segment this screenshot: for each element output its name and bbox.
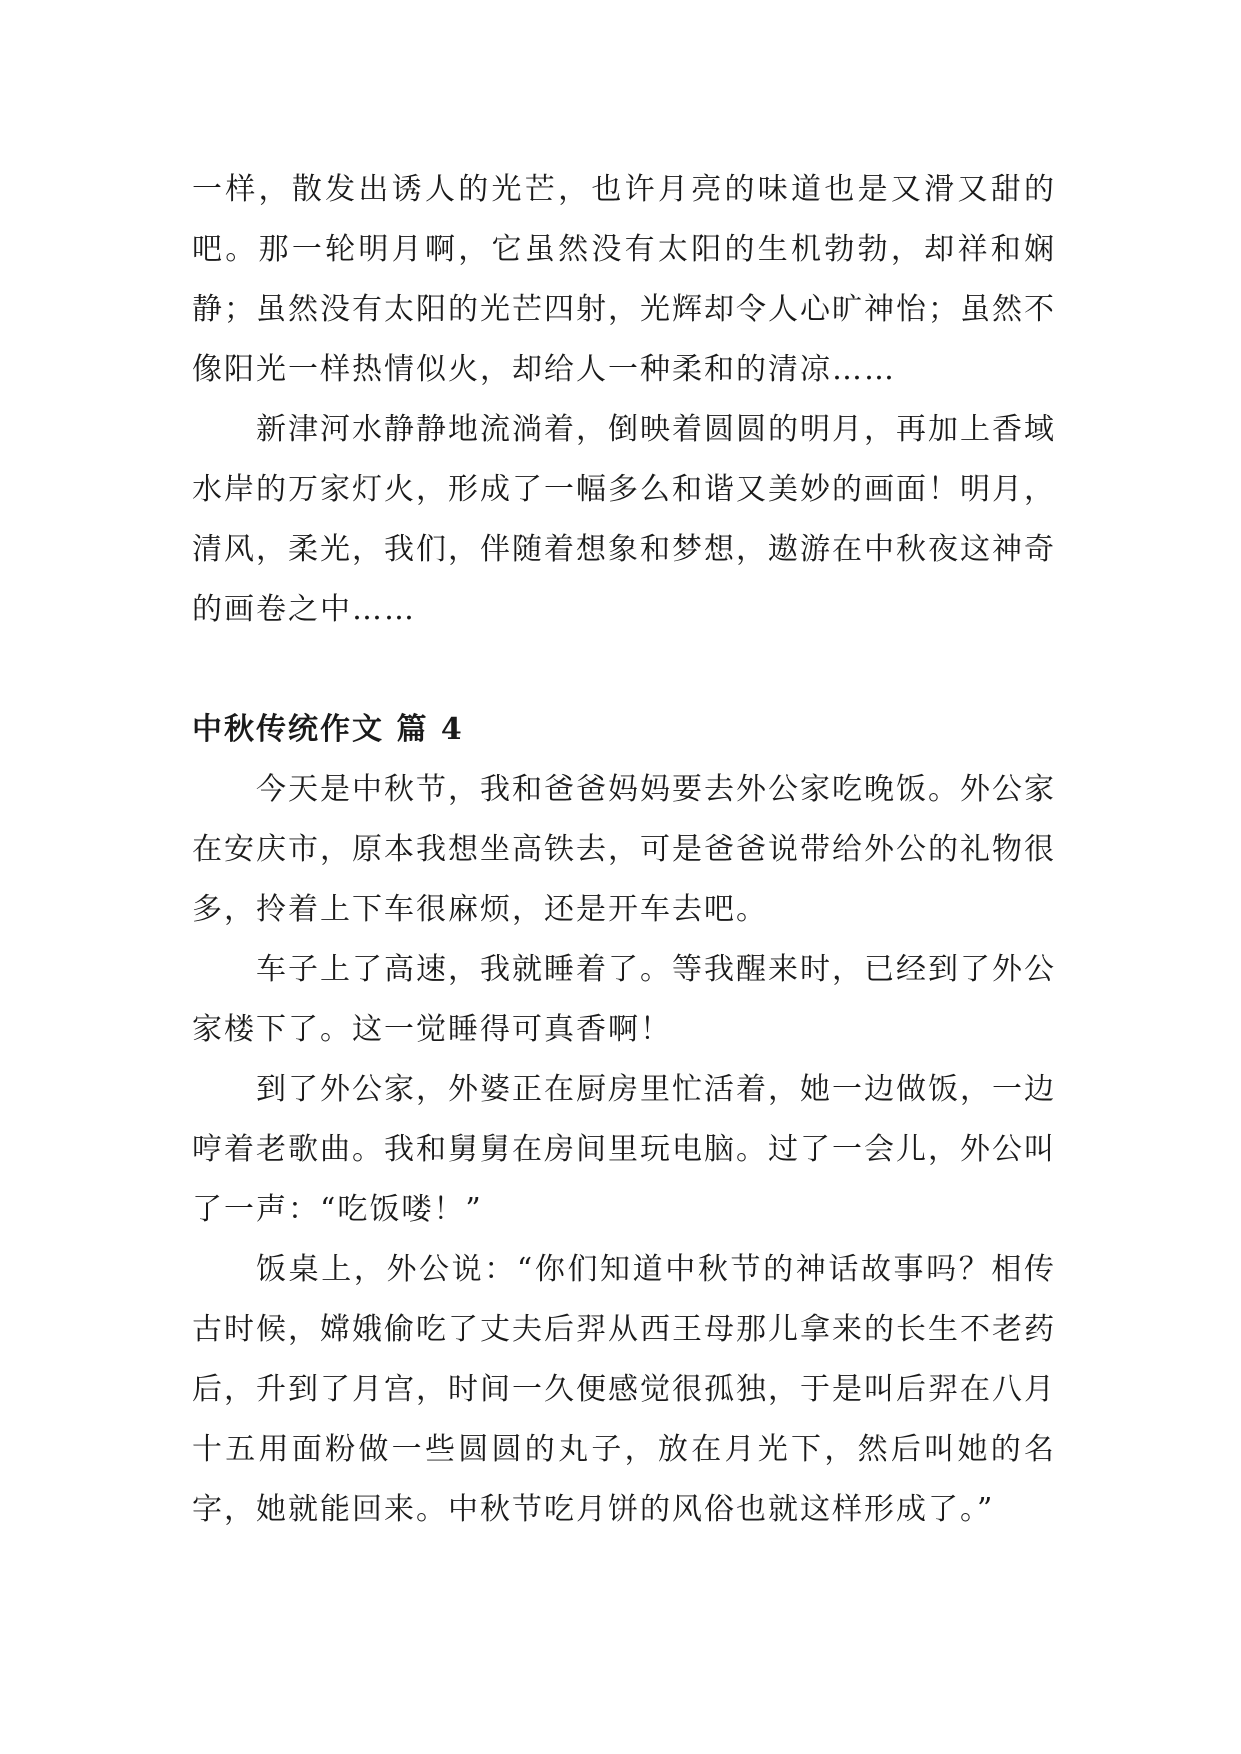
- paragraph-continued: 一样，散发出诱人的光芒，也许月亮的味道也是又滑又甜的吧。那一轮明月啊，它虽然没有太阳的生机勃勃，却祥和娴静；虽然没有太阳的光芒四射，光辉却令人心旷神怡；虽然不像阳光一样热情似火，却给人一种柔和的清凉……: [192, 172, 1056, 387]
- paragraph-legend: 饭桌上，外公说：“你们知道中秋节的神话故事吗？相传古时候，嫦娥偷吃了丈夫后羿从西王母那儿拿来的长生不老药后，升到了月宫，时间一久便感觉很孤独，于是叫后羿在八月十五用面粉做一些圆圆的丸子，放在月光下，然后叫她的名字，她就能回来。中秋节吃月饼的风俗也就这样形成了。”: [192, 1252, 1056, 1527]
- paragraph-grandma: 到了外公家，外婆正在厨房里忙活着，她一边做饭，一边哼着老歌曲。我和舅舅在房间里玩电脑。过了一会儿，外公叫了一声：“吃饭喽！”: [192, 1072, 1056, 1227]
- paragraph-highway: 车子上了高速，我就睡着了。等我醒来时，已经到了外公家楼下了。这一觉睡得可真香啊！: [192, 952, 1056, 1047]
- paragraph-river: 新津河水静静地流淌着，倒映着圆圆的明月，再加上香域水岸的万家灯火，形成了一幅多么和谐又美妙的画面！明月，清风，柔光，我们，伴随着想象和梦想，遨游在中秋夜这神奇的画卷之中……: [192, 412, 1056, 627]
- document-page: [192, 160, 1056, 1540]
- paragraph-intro: 今天是中秋节，我和爸爸妈妈要去外公家吃晚饭。外公家在安庆市，原本我想坐高铁去，可是爸爸说带给外公的礼物很多，拎着上下车很麻烦，还是开车去吧。: [192, 772, 1056, 927]
- essay-title: 中秋传统作文 篇 4: [192, 712, 464, 747]
